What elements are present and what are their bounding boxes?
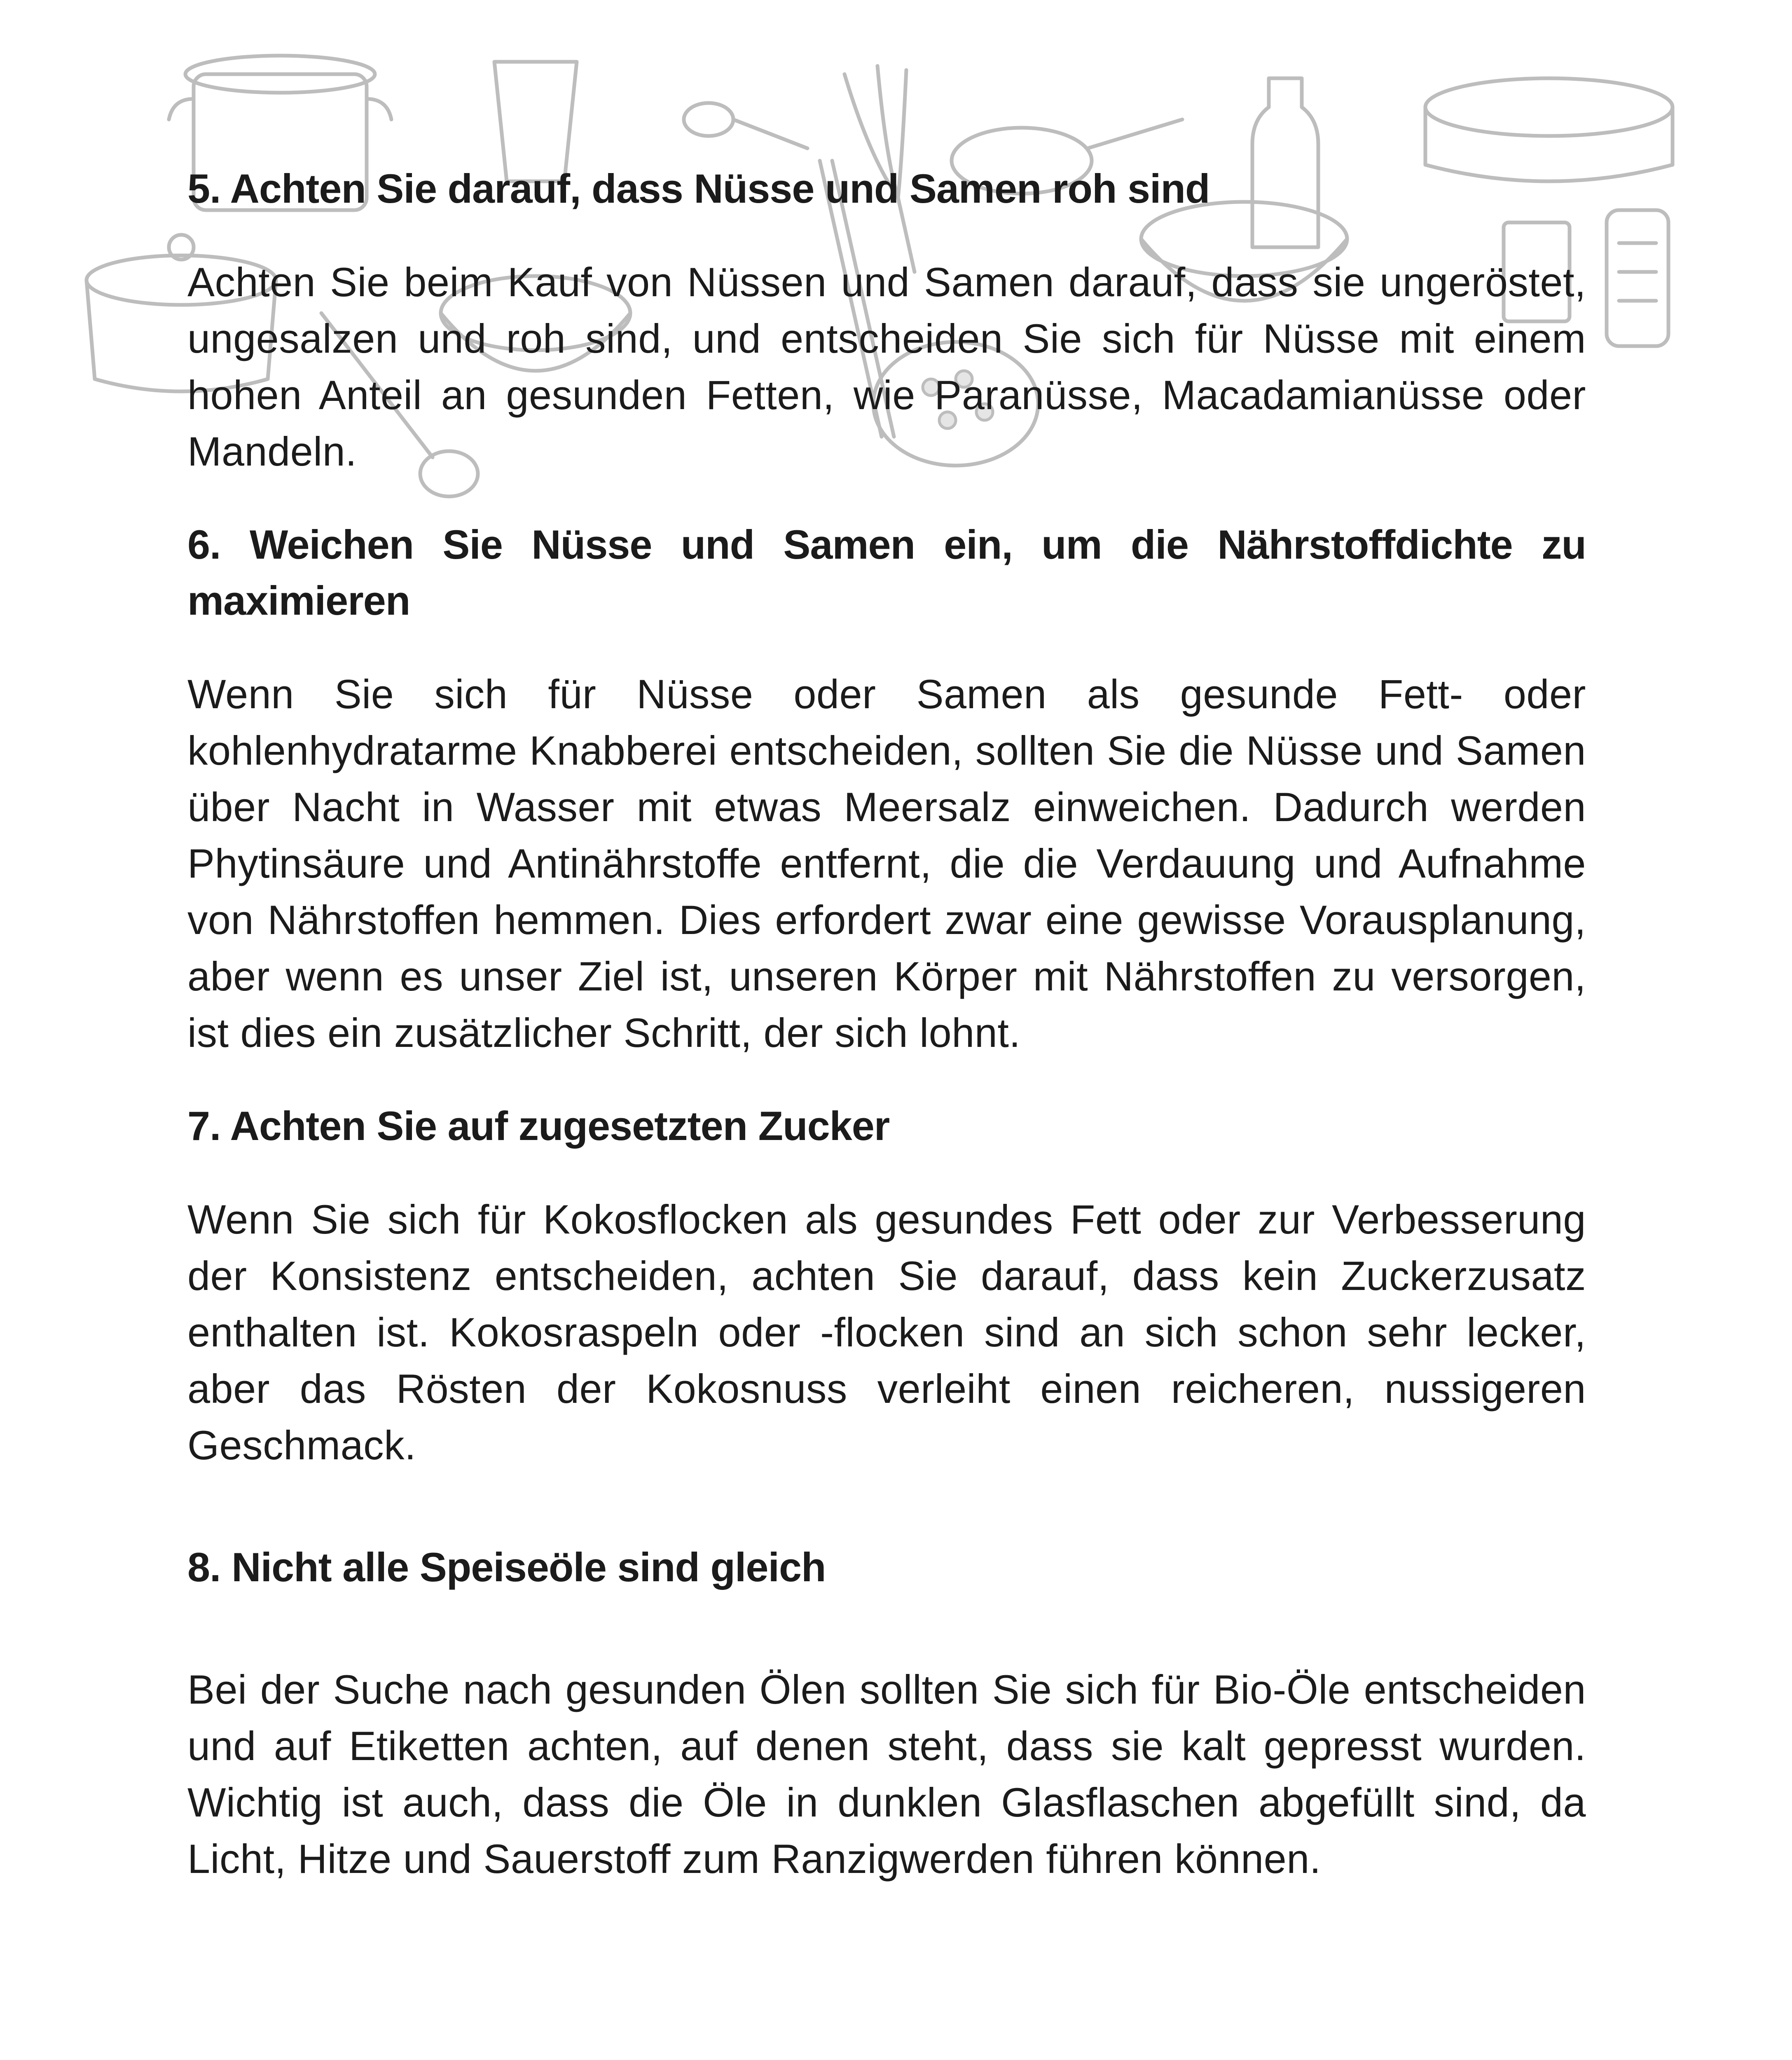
spoon-icon — [684, 103, 807, 148]
page-content — [187, 161, 1586, 1887]
section-7-heading: 7. Achten Sie auf zugesetzten Zucker — [187, 1103, 890, 1149]
grater-icon — [1607, 210, 1668, 346]
section-5-heading: 5. Achten Sie darauf, dass Nüsse und Samen roh sind — [187, 166, 1210, 211]
section-7-body: Wenn Sie sich für Kokosflocken als gesundes Fett oder zur Verbesserung der Konsistenz entscheiden, achten Sie darauf, dass kein Zuckerzusatz enthalten ist. Kokosraspeln oder -flocken sind an sich schon sehr lecker, aber das Rösten der Kokosnuss verleiht einen reicheren, nussigeren Geschmack. — [187, 1196, 1586, 1468]
section-6-body: Wenn Sie sich für Nüsse oder Samen als gesunde Fett- oder kohlenhydratarme Knabberei entscheiden, sollten Sie die Nüsse und Samen über Nacht in Wasser mit etwas Meersalz einweichen. Dadurch werden Phytinsäure und Antinährstoffe entfernt, die die Verdauung und Aufnahme von Nährstoffen hemmen. Dies erfordert zwar eine gewisse Vorausplanung, aber wenn es unser Ziel ist, unseren Körper mit Nährstoffen zu versorgen, ist dies ein zusätzlicher Schritt, der sich lohnt. — [187, 671, 1586, 1056]
section-8-heading: 8. Nicht alle Speiseöle sind gleich — [187, 1544, 826, 1590]
section-5-body: Achten Sie beim Kauf von Nüssen und Samen darauf, dass sie ungeröstet, ungesalzen und roh sind, und entscheiden Sie sich für Nüsse mit einem hohen Anteil an gesunden Fetten, wie Paranüsse, Macadamianüsse oder Mandeln. — [187, 259, 1586, 474]
section-8-body: Bei der Suche nach gesunden Ölen sollten Sie sich für Bio-Öle entscheiden und auf Etiketten achten, auf denen steht, dass sie kalt gepresst wurden. Wichtig ist auch, dass die Öle in dunklen Glasflaschen abgefüllt sind, da Licht, Hitze und Sauerstoff zum Ranzigwerden führen können. — [187, 1667, 1586, 1882]
section-6-heading: 6. Weichen Sie Nüsse und Samen ein, um die Nährstoffdichte zu maximieren — [187, 522, 1586, 623]
